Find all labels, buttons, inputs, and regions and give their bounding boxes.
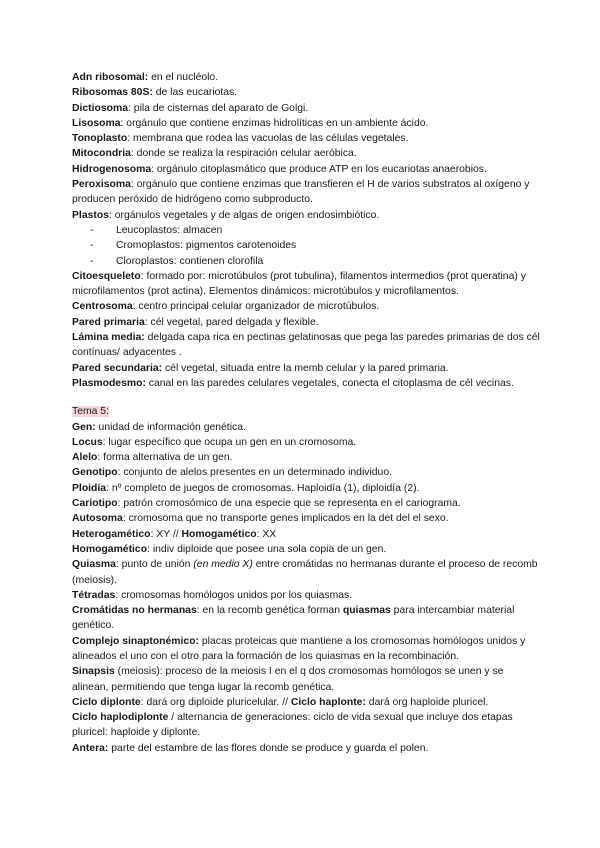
term: Dictiosoma — [72, 102, 129, 114]
term: Antera: — [72, 742, 109, 754]
tema5-section — [72, 404, 540, 756]
term: Ciclo haplodiplonte — [72, 712, 169, 724]
definition-autosoma — [72, 511, 540, 526]
definition-text: : orgánulo que contiene enzimas que transfieren el H de varios substratos al oxígeno y producen peróxido de hidrógeno como subproducto. — [72, 179, 530, 206]
term: Centrosoma — [72, 301, 133, 313]
definition-text: / alternancia de generaciones: ciclo de vida sexual que incluye dos etapas pluricel: haploide y diplonte. — [72, 712, 513, 739]
definition-text: : orgánulo que contiene enzimas hidrolíticas en un ambiente ácido. — [120, 117, 429, 129]
definition-text: : orgánulo citoplasmático que produce ATP en los eucariotas anaerobios. — [151, 163, 487, 175]
definition-text: : XX — [256, 528, 277, 540]
definition-text: canal en las paredes celulares vegetales, conecta el citoplasma de cél vecinas. — [145, 377, 514, 389]
definition-antera — [72, 741, 540, 756]
definition-plastos — [72, 208, 540, 223]
definition-centrosoma — [72, 299, 540, 314]
list-item: - Cloroplastos: contienen clorofila — [90, 254, 540, 269]
definition-text: de las eucariotas. — [152, 87, 238, 99]
definition-text: : cromosomas homólogos unidos por los quiasmas. — [115, 589, 353, 601]
definition-genotipo — [72, 465, 540, 480]
term: Homogamético — [181, 528, 257, 540]
term: Quiasma — [72, 559, 116, 571]
definition-text: entre cromátidas no hermanas durante el proceso de recomb (meiosis). — [72, 559, 538, 586]
term: Ciclo diplonte — [72, 696, 141, 708]
definition-pared-secundaria — [72, 361, 540, 376]
list-item: - Leucoplastos: almacen — [90, 223, 540, 238]
definition-note: (en medio X) — [193, 559, 253, 571]
definition-text: en el nucléolo. — [148, 72, 219, 83]
definition-tonoplasto — [72, 131, 540, 146]
definition-lamina-media — [72, 330, 540, 361]
term: Cromátidas no hermanas — [72, 605, 197, 617]
section-title-text: Tema 5: — [72, 406, 109, 418]
term: Tétradas — [72, 589, 116, 601]
definition-text: para intercambiar material genético. — [72, 605, 515, 632]
term: Heterogamético — [72, 528, 151, 540]
definition-text: : formado por: microtúbulos (prot tubulina), filamentos intermedios (prot queratina) y microfilamentos (prot actina). Elementos dinámicos: microtúbulos y microfilamentos. — [72, 270, 526, 298]
definition-heterogametico — [72, 527, 540, 542]
definition-cromatidas — [72, 603, 540, 634]
definition-text: (meiosis): proceso de la meiosis I en el q dos cromosomas homólogos se unen y se alinean, permitiendo que tenga lugar la recomb genética. — [72, 666, 504, 693]
term: Gen: — [72, 421, 96, 433]
term: Hidrogenosoma — [72, 163, 152, 175]
term: quiasmas — [342, 605, 391, 617]
definition-text: : membrana que rodea las vacuolas de las células vegetales. — [127, 133, 409, 145]
definition-ploidia — [72, 481, 540, 496]
organelles-block — [72, 70, 540, 391]
definition-text: : XY // — [150, 528, 182, 540]
term: Cariotipo — [72, 498, 118, 510]
definition-locus — [72, 435, 540, 450]
definition-gen — [72, 420, 540, 435]
definition-mitocondria — [72, 146, 540, 161]
definition-text: placas proteicas que mantiene a los cromosomas homólogos unidos y alineados el uno con el otro para la formación de los quiasmas en la recombinación. — [72, 635, 526, 662]
section-title — [72, 404, 540, 419]
term: Peroxisoma — [72, 179, 131, 191]
definition-pared-primaria — [72, 315, 540, 330]
definition-homogametico — [72, 542, 540, 557]
definition-text: dará org haploide pluricel. — [365, 696, 489, 708]
definition-text: : en la recomb genética forman — [196, 605, 343, 617]
definition-text: : patrón cromosómico de una especie que se representa en el cariograma. — [117, 498, 461, 510]
term: Sinapsis — [72, 666, 115, 678]
definition-alelo — [72, 450, 540, 465]
definition-hidrogenosoma — [72, 162, 540, 177]
definition-tetradas — [72, 588, 540, 603]
term: Lámina media: — [72, 332, 145, 344]
definition-plasmodesmo — [72, 376, 540, 391]
term: Complejo sinaptonémico: — [72, 635, 200, 647]
term: Lisosoma — [72, 117, 121, 129]
definition-text: unidad de información genética. — [95, 421, 246, 433]
definition-peroxisoma — [72, 177, 540, 208]
definition-text: : lugar específico que ocupa un gen en un cromosoma. — [102, 436, 357, 448]
term: Adn ribosomal: — [72, 72, 149, 83]
definition-citoesqueleto — [72, 269, 540, 300]
term: Plastos — [72, 209, 109, 221]
term: Homogamético — [72, 543, 148, 555]
term: Genotipo — [72, 467, 118, 479]
plastos-list — [72, 223, 540, 269]
term: Ploidía — [72, 482, 107, 494]
definition-text: : dará org diploide pluricelular. // — [140, 696, 291, 708]
term: Ribosomas 80S: — [72, 87, 153, 99]
definition-text: : indiv diploide que posee una sola copia de un gen. — [147, 543, 387, 555]
term: Citoesqueleto — [72, 270, 141, 282]
definition-text: cél vegetal, situada entre la memb celular y la pared primaria. — [162, 362, 449, 374]
definition-adn-ribosomal — [72, 70, 540, 85]
term: Ciclo haplonte: — [290, 696, 366, 708]
definition-lisosoma — [72, 116, 540, 131]
definition-text: : nº completo de juegos de cromosomas. Haploidía (1), diploidía (2). — [106, 482, 420, 494]
definition-text: : pila de cisternas del aparato de Golgi. — [128, 102, 309, 114]
definition-text: : conjunto de alelos presentes en un determinado individuo. — [117, 467, 392, 479]
definition-text: : punto de unión — [115, 559, 194, 571]
definition-cariotipo — [72, 496, 540, 511]
term: Locus — [72, 436, 103, 448]
definition-ciclo-haplodiplonte — [72, 710, 540, 741]
definition-text: : forma alternativa de un gen. — [97, 452, 233, 464]
definition-quiasma — [72, 557, 540, 588]
definition-ribosomas — [72, 85, 540, 100]
definition-ciclo-diplonte — [72, 695, 540, 710]
term: Mitocondria — [72, 148, 131, 160]
term: Tonoplasto — [72, 133, 128, 145]
term: Plasmodesmo: — [72, 377, 146, 389]
term: Alelo — [72, 452, 98, 464]
term: Pared primaria — [72, 316, 145, 328]
document-page — [72, 70, 540, 756]
definition-text: : cromosoma que no transporte genes implicados en la det del el sexo. — [122, 513, 449, 525]
definition-text: parte del estambre de las flores donde se produce y guarda el polen. — [108, 742, 429, 754]
definition-text: : orgánulos vegetales y de algas de origen endosimbiótico. — [108, 209, 380, 221]
list-item: - Cromoplastos: pigmentos carotenoides — [90, 238, 540, 253]
definition-complejo-sinaptonemico — [72, 634, 540, 665]
definition-text: : donde se realiza la respiración celular aeróbica. — [130, 148, 357, 160]
definition-text: delgada capa rica en pectinas gelatinosas que pega las paredes primarias de dos cél contínuas/ adyacentes . — [72, 332, 540, 359]
definition-dictiosoma — [72, 101, 540, 116]
definition-text: : centro principal celular organizador de microtúbulos. — [132, 301, 380, 313]
term: Autosoma — [72, 513, 123, 525]
definition-text: : cél vegetal, pared delgada y flexible. — [144, 316, 319, 328]
definition-sinapsis — [72, 664, 540, 695]
term: Pared secundaria: — [72, 362, 163, 374]
